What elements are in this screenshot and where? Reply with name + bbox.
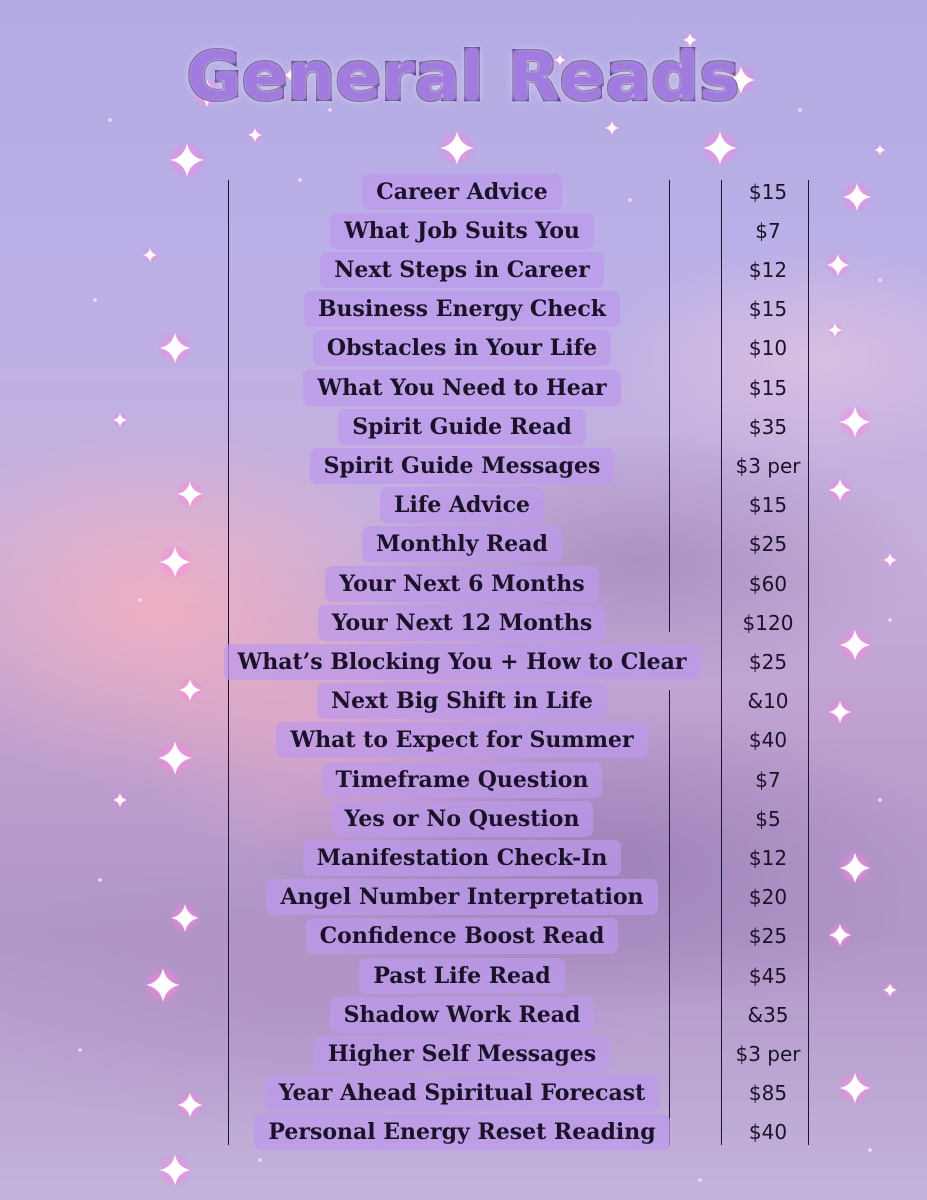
menu-row — [0, 838, 927, 877]
service-name: Spirit Guide Read — [338, 409, 586, 445]
sparkle-icon — [874, 144, 887, 157]
service-cell — [212, 446, 712, 485]
service-cell — [212, 1113, 712, 1152]
menu-row — [0, 211, 927, 250]
menu-row — [0, 407, 927, 446]
menu-row — [0, 878, 927, 917]
sparkle-dot-icon — [108, 118, 112, 122]
service-name: Angel Number Interpretation — [266, 879, 657, 915]
menu-row — [0, 446, 927, 485]
service-cell — [212, 407, 712, 446]
service-price: $120 — [742, 610, 794, 635]
service-cell — [212, 525, 712, 564]
service-price: $60 — [748, 571, 788, 596]
service-price: $3 per — [735, 1041, 801, 1066]
service-name: Timeframe Question — [322, 762, 603, 798]
menu-row — [0, 172, 927, 211]
service-name: Higher Self Messages — [314, 1036, 610, 1072]
service-price: $40 — [748, 1120, 788, 1145]
service-name: Next Big Shift in Life — [317, 683, 607, 719]
service-name: What’s Blocking You + How to Clear — [224, 644, 701, 680]
service-price: $85 — [748, 1081, 788, 1106]
service-name: Personal Energy Reset Reading — [254, 1114, 669, 1150]
service-cell — [212, 799, 712, 838]
service-price: $15 — [748, 179, 788, 204]
menu-row — [0, 1074, 927, 1113]
sparkle-icon — [438, 129, 476, 167]
page-title: General Reads — [186, 38, 741, 115]
service-price: $10 — [748, 336, 788, 361]
menu-row — [0, 721, 927, 760]
service-name: Life Advice — [380, 487, 544, 523]
menu-row — [0, 525, 927, 564]
sparkle-icon — [604, 120, 620, 136]
service-name: Year Ahead Spiritual Forecast — [265, 1075, 660, 1111]
service-name: What You Need to Hear — [303, 370, 620, 406]
service-cell — [212, 250, 712, 289]
menu-row — [0, 368, 927, 407]
sparkle-icon — [247, 127, 263, 143]
service-cell — [212, 603, 712, 642]
service-name: Career Advice — [362, 174, 562, 210]
service-cell — [212, 368, 712, 407]
menu-row — [0, 956, 927, 995]
service-cell — [212, 995, 712, 1034]
service-price: $12 — [748, 845, 788, 870]
menu-row — [0, 486, 927, 525]
sparkle-icon — [701, 129, 739, 167]
service-cell — [212, 956, 712, 995]
menu-row — [0, 799, 927, 838]
service-name: Manifestation Check-In — [303, 840, 622, 876]
menu-row — [0, 642, 927, 681]
menu-row — [0, 1113, 927, 1152]
menu-row — [0, 682, 927, 721]
service-price: $45 — [748, 963, 788, 988]
service-cell — [212, 1074, 712, 1113]
service-cell — [212, 486, 712, 525]
service-price: $25 — [748, 532, 788, 557]
service-price: $15 — [748, 493, 788, 518]
menu-row — [0, 995, 927, 1034]
sparkle-icon — [157, 1152, 192, 1187]
menu-row — [0, 1034, 927, 1073]
service-price: $25 — [748, 924, 788, 949]
service-name: Yes or No Question — [331, 801, 594, 837]
sparkle-dot-icon — [258, 1158, 262, 1162]
service-name: What to Expect for Summer — [276, 722, 647, 758]
service-cell — [212, 290, 712, 329]
sparkle-dot-icon — [698, 1178, 702, 1182]
menu-row — [0, 603, 927, 642]
menu-row — [0, 917, 927, 956]
menu-row — [0, 329, 927, 368]
service-name: What Job Suits You — [330, 213, 594, 249]
service-name: Monthly Read — [362, 526, 562, 562]
service-name: Your Next 6 Months — [325, 566, 598, 602]
service-cell — [212, 838, 712, 877]
service-cell — [212, 721, 712, 760]
menu-row — [0, 564, 927, 603]
service-name: Your Next 12 Months — [318, 605, 607, 641]
service-price: &35 — [747, 1002, 789, 1027]
service-cell — [212, 211, 712, 250]
service-cell — [212, 760, 712, 799]
menu-row — [0, 250, 927, 289]
service-price: $40 — [748, 728, 788, 753]
service-name: Business Energy Check — [304, 291, 620, 327]
service-cell — [212, 564, 712, 603]
service-price: $25 — [748, 649, 788, 674]
service-cell — [212, 329, 712, 368]
service-name: Shadow Work Read — [330, 997, 595, 1033]
service-price: $7 — [755, 218, 781, 243]
menu-row — [0, 760, 927, 799]
service-cell — [212, 682, 712, 721]
service-price: $35 — [748, 414, 788, 439]
service-price: $3 per — [735, 453, 801, 478]
service-price: $5 — [755, 806, 781, 831]
service-name: Confidence Boost Read — [306, 918, 619, 954]
service-price: $15 — [748, 375, 788, 400]
service-price: $20 — [748, 885, 788, 910]
service-name: Past Life Read — [359, 958, 564, 994]
service-name: Obstacles in Your Life — [313, 330, 611, 366]
service-cell — [212, 642, 712, 681]
service-cell — [212, 917, 712, 956]
service-price: $7 — [755, 767, 781, 792]
menu-row — [0, 290, 927, 329]
service-cell — [212, 878, 712, 917]
service-cell — [212, 172, 712, 211]
service-cell — [212, 1034, 712, 1073]
service-name: Next Steps in Career — [320, 252, 603, 288]
service-price: &10 — [747, 689, 789, 714]
service-price: $12 — [748, 257, 788, 282]
service-name: Spirit Guide Messages — [310, 448, 615, 484]
service-price: $15 — [748, 297, 788, 322]
